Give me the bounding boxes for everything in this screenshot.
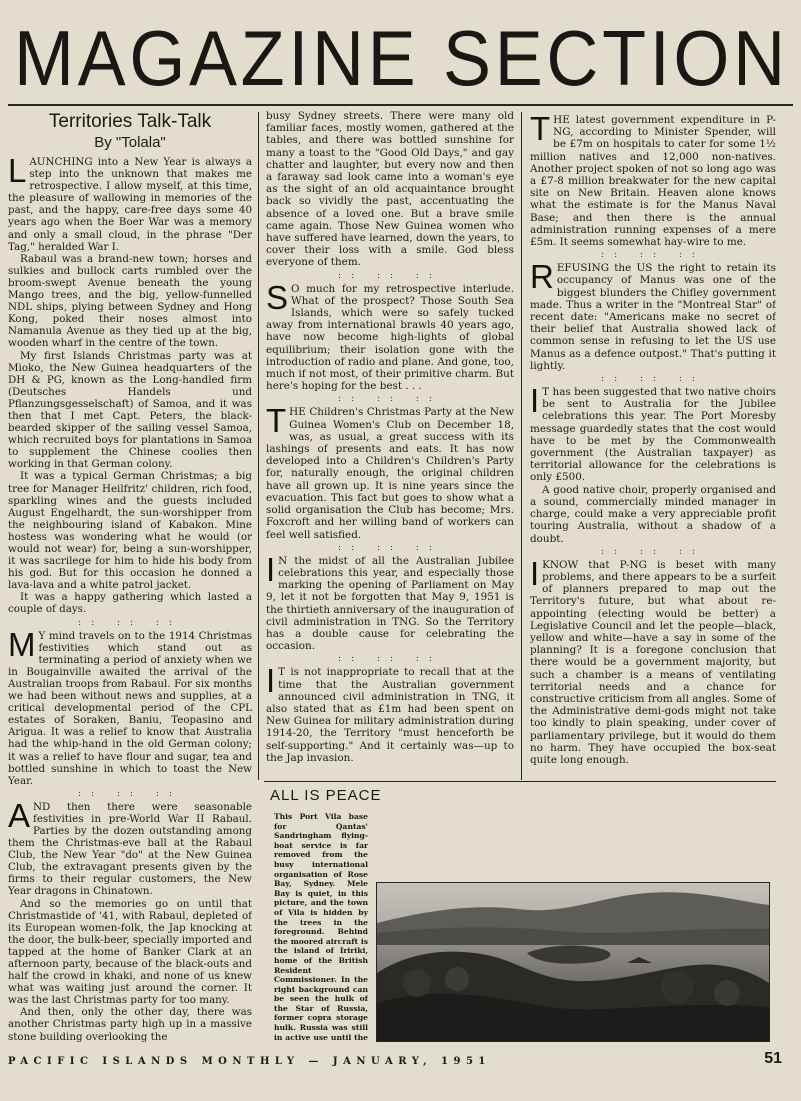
- section-separator: :: :: ::: [338, 542, 442, 553]
- drop-cap: T: [266, 402, 287, 440]
- article-paragraph: [266, 110, 514, 269]
- photo-caption: This Port Vila base for Qantas' Sandringham flying-boat service is far removed from the busy international organisation of Rose Bay, Sydney. Mele Bay is quiet, in this picture, and the town of Vila is hidden by the trees in the foreground. Behind the moored aircraft is the island of Iririki, home of the British Resident Commissioner. In the right background can be seen the hulk of the Star of Russia, former copra storage hulk. Russia was still in active use until the: [274, 812, 368, 1042]
- drop-cap: M: [8, 625, 36, 663]
- article-paragraph: [8, 470, 252, 591]
- article-paragraph: [8, 152, 252, 253]
- article-paragraph: [8, 898, 252, 1007]
- article-paragraph: [530, 554, 776, 766]
- photo-section-rule: [264, 781, 776, 782]
- article-paragraph: [266, 662, 514, 764]
- article-paragraph: [530, 258, 776, 372]
- article-paragraph: [530, 484, 776, 545]
- drop-cap: R: [530, 258, 554, 296]
- paragraph-text: And so the memories go on until that Christmastide of '41, with Rabaul, depleted of its European women-folk, the Jap knocking at the door, the bulk-beer, specially imported and tapped at the home of Banker Clark at an afternoon party, because of the black-outs and half the crowd in khaki, and none of us knew what was waiting just around the corner. It was the last Christmas party for too many.: [8, 897, 252, 1007]
- article-paragraph: [530, 114, 776, 248]
- paragraph-text: EFUSING the US the right to retain its occupancy of Manus was one of the biggest blunders the Chifley government made. Thus a writer in the "Montreal Star" of recent date: "Americans make no secret of their belief that Australia showed lack of common sense in refusing to let the US use Manus as a defence outpost." That's putting it lightly.: [530, 262, 776, 372]
- paragraph-text: busy Sydney streets. There were many old familiar faces, mostly women, gathered at the tables, and there was bottled sunshine for many a toast to the "Good Old Days," and gay chatter and laughter, but every now and then a faraway sad look came into a woman's eye as the sight of an old acquaintance brought back so vividly the past, accentuating the absence of a loved one. But a brave smile came again. Those New Guinea women who have suffered have learned, down the years, to cover their loss with a smile. God bless everyone of them.: [266, 110, 514, 269]
- article-paragraph: [8, 591, 252, 615]
- drop-cap: I: [266, 662, 276, 700]
- masthead-rule: [8, 104, 793, 106]
- paragraph-text: N the midst of all the Australian Jubilee celebrations this year, and especially those marking the opening of Parliament on May 9, let it not be forgotten that May 9, 1951 is the thirtieth anniversary of the inauguration of civil administration in TNG. So the Territory has a double cause for celebrating the occasion.: [266, 554, 514, 653]
- column-divider-1: [258, 112, 259, 780]
- section-separator: :: :: ::: [338, 270, 442, 281]
- paragraph-text: Rabaul was a brand-new town; horses and sulkies and bullock carts rumbled over the broom-swept Avenue beneath the young Mango trees, and the big, yellow-funnelled NDL ships, plying between Sydney and Hong Kong, poked their noses almost into Namanula Avenue as they tied up at the big, wooden wharf in the centre of the town.: [8, 252, 252, 350]
- article-paragraph: [530, 382, 776, 484]
- article-column-2: [266, 110, 514, 780]
- article-paragraph: [8, 350, 252, 471]
- paragraph-text: T has been suggested that two native choirs be sent to Australia for the Jubilee celebrations this year. The Port Moresby message guardedly states that the cost would have to be met by the Commonwealth government (the Australian taxpayer) as territorial allowance for the celebrations is only £500.: [530, 386, 776, 484]
- article-paragraph: [266, 550, 514, 653]
- section-separator: :: :: ::: [338, 654, 442, 665]
- article-paragraph: [8, 1006, 252, 1042]
- drop-cap: T: [530, 114, 551, 147]
- column-divider-2: [521, 112, 522, 780]
- article-paragraph: [266, 402, 514, 541]
- paragraph-text: O much for my retrospective interlude. What of the prospect? Those South Sea Islands, which were so safely tucked away from international brawls 40 years ago, have now become high-lights of global equilibrium; their isolation gone with the introduction of radio and plane. And gone, too, much if not most, of their primitive charm. But here's hoping for the best . . .: [266, 282, 514, 393]
- paragraph-text: AUNCHING into a New Year is always a step into the unknown that makes me retrospective. I allow myself, at this time, the pleasure of wallowing in memories of the past, and the happy, care-free days some 40 years ago when the Boer War was a memory and only a small cloud, in the phrase "Der Tag," heralded War I.: [8, 156, 252, 253]
- article-column-3: [530, 114, 776, 780]
- paragraph-text: KNOW that P-NG is beset with many problems, and there appears to be a surfeit of planners prepared to map out the Territory's future, but what about re-appointing (electing would be better) a Legislative Council and let the people—black, yellow and white—have a say in some of the planning? It is a foregone conclusion that there would be a government majority, but such a chamber is a means of ventilating territorial needs and a chance for constructive criticism from all angles. Some of the Administrative demi-gods might not take too kindly to plain speaking, under cover of parliamentary privilege, but it would do them no harm. They have occupied the box-seat quite long enough.: [530, 558, 776, 766]
- paragraph-text: Y mind travels on to the 1914 Christmas festivities which stand out as terminating a period of anxiety when we in Bougainville awaited the arrival of the Australian troops from Rabaul. For six months we had been without news and supplies, at a critical developmental period of the CPL estates of Soraken, Baniu, Teopasino and Arigua. It was a relief to know that Australia had the whip-hand in the old German colony; it was a relief to have flour and sugar, tea and bottled sunshine in which to toast the New Year.: [8, 629, 252, 787]
- paragraph-text: ND then there were seasonable festivities in pre-World War II Rabaul. Parties by the dozen outstanding among them the Christmas-eve ball at the Rabaul Club, the New Year "do" at the New Guinea Club, the extravagant presents given by the firms to their regular customers, the New Year dragons in Chinatown.: [8, 800, 252, 898]
- paragraph-text: HE latest government expenditure in P-NG, according to Minister Spender, will be £7m on hospitals to cater for some 1½ million natives and 12,000 non-natives. Another project spoken of not so long ago was a £7-8 million breakwater for the new capital site on New Britain. Heaven alone knows what the estimate is for the Manus Naval Base; and then there is the annual administration running expenses of a mere £5m. It seems somewhat hay-wire to me.: [530, 114, 776, 249]
- paragraph-text: It was a typical German Christmas; a big tree for Manager Heilfritz' children, rich food, sparkling wines and the guests included August Engelhardt, the sun-worshipper from the neighbouring island of Kabakon. Mine hostess was wondering what he would (or would not wear) for, being a sun-worshipper, it was sacrilege for him to hide his body from his god. But for this occasion he donned a lava-lava and a white patrol jacket.: [8, 470, 252, 592]
- paragraph-text: HE Children's Christmas Party at the New Guinea Women's Club on December 18, was, as usual, a great success with its lashings of presents and eats. It has now developed into a Children's Children's Party for, naturally enough, the original children have all grown up. It is nine years since the evacuation. This fact but goes to show what a solid organisation the Club has become; Mrs. Foxcroft and her willing band of workers can feel well satisfied.: [266, 406, 514, 541]
- photo-harbour: [376, 882, 770, 1042]
- paragraph-text: T is not inappropriate to recall that at the time that the Australian government announced civil administration in TNG, it also stated that as £1m had been spent on New Guinea for military administration during 1914-20, the Territory "must henceforth be self-supporting." And it certainly was—up to the Jap invasion.: [266, 666, 514, 764]
- drop-cap: I: [266, 550, 276, 588]
- page-number: 51: [764, 1050, 782, 1067]
- article-column-1: [8, 110, 252, 1048]
- section-separator: :: :: ::: [601, 374, 705, 385]
- drop-cap: S: [266, 278, 289, 316]
- masthead: MAGAZINE SECTION: [14, 14, 789, 102]
- paragraph-text: My first Islands Christmas party was at Mioko, the New Guinea headquarters of the DH & PG, known as the Long-handled firm (Deutsches Handels und Pflanzungsgesselschaft) of Samoa, and it was then that I met Capt. Peters, the black-bearded skipper of the sailing vessel Samoa, which recruited boys for plantations in Samoa to supplement the Chinese coolies then working in that German colony.: [8, 349, 252, 471]
- paragraph-text: A good native choir, properly organised and a sound, commercially minded manager in charge, could make a very appreciable profit touring Australia, without a shadow of a doubt.: [530, 483, 776, 545]
- photo-title: ALL IS PEACE: [270, 787, 382, 804]
- drop-cap: I: [530, 382, 540, 420]
- article-paragraph: [8, 253, 252, 350]
- article-paragraph: [266, 278, 514, 393]
- article-byline: By "Tolala": [94, 134, 166, 151]
- drop-cap: A: [8, 796, 31, 834]
- footer-publication: PACIFIC ISLANDS MONTHLY — JANUARY, 1951: [8, 1056, 491, 1067]
- drop-cap: I: [530, 554, 540, 592]
- section-separator: :: :: ::: [78, 788, 182, 799]
- paragraph-text: And then, only the other day, there was another Christmas party high up in a massive stone building overlooking the: [8, 1006, 252, 1043]
- drop-cap: L: [8, 152, 27, 189]
- section-separator: :: :: ::: [601, 546, 705, 557]
- section-separator: :: :: ::: [601, 250, 705, 261]
- harbour-photo-illustration: [377, 883, 769, 1041]
- section-separator: :: :: ::: [78, 617, 182, 628]
- section-separator: :: :: ::: [338, 394, 442, 405]
- article-paragraph: [8, 796, 252, 898]
- paragraph-text: It was a happy gathering which lasted a couple of days.: [8, 591, 252, 616]
- article-paragraph: [8, 625, 252, 787]
- article-headline: Territories Talk-Talk: [48, 111, 212, 132]
